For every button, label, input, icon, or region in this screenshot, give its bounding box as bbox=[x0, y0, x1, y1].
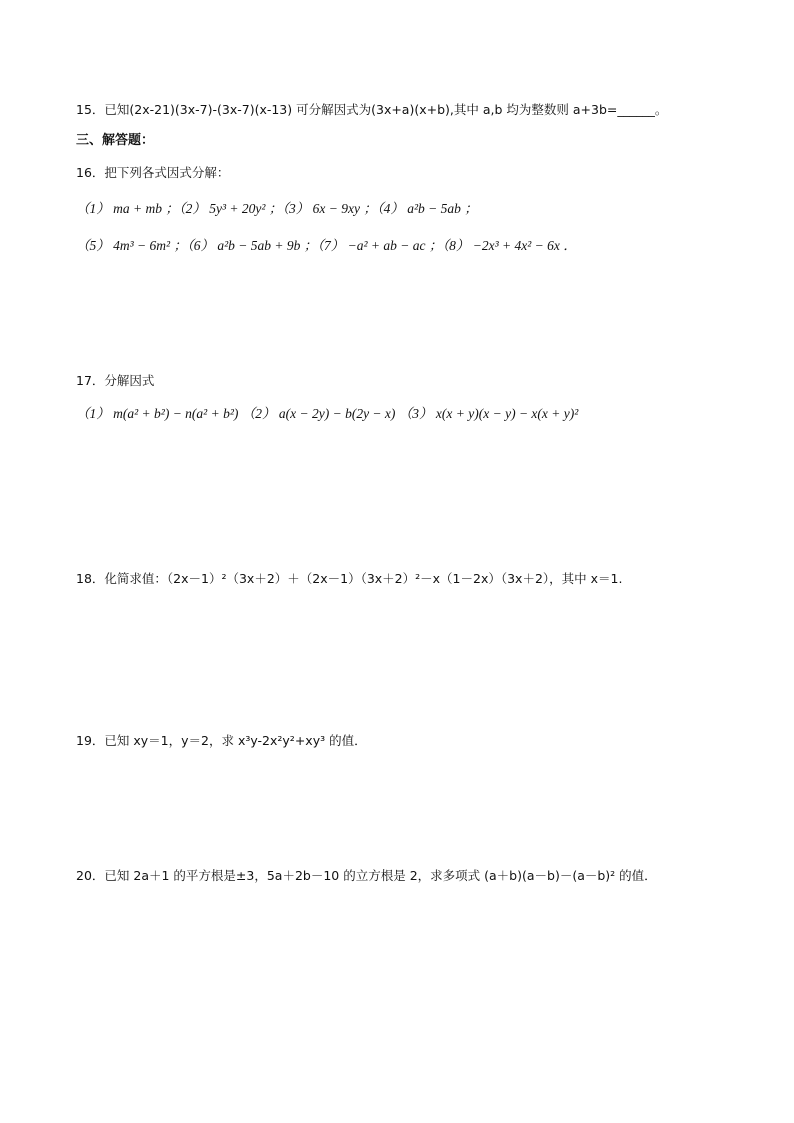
question-16-row-1: （1） ma + mb ；（2） 5y³ + 20y² ；（3） 6x − 9xy ；（4） a²b − 5ab ； bbox=[76, 201, 478, 216]
question-19: 19．已知 xy＝1，y＝2，求 x³y-2x²y²+xy³ 的值． bbox=[76, 733, 367, 748]
question-20: 20．已知 2a＋1 的平方根是±3，5a＋2b－10 的立方根是 2，求多项式 (a＋b)(a－b)－(a－b)² 的值． bbox=[76, 868, 657, 883]
question-18: 18．化简求值：（2x－1）²（3x＋2）＋（2x－1）（3x＋2）²－x（1－2x）（3x＋2），其中 x＝1. bbox=[76, 571, 623, 586]
question-17-row-1: （1） m(a² + b²) − n(a² + b²) （2） a(x − 2y) − b(2y − x) （3） x(x + y)(x − y) − x(x + y)² bbox=[76, 406, 579, 421]
section-heading: 三、解答题： bbox=[76, 133, 155, 148]
question-16-title: 16．把下列各式因式分解： bbox=[76, 165, 230, 180]
question-16-row-2: （5） 4m³ − 6m² ；（6） a²b − 5ab + 9b ；（7） −a² + ab − ac ；（8） −2x³ + 4x² − 6x ． bbox=[76, 238, 577, 253]
question-15: 15．已知(2x-21)(3x-7)-(3x-7)(x-13) 可分解因式为(3x+a)(x+b),其中 a,b 均为整数则 a+3b=______。 bbox=[76, 102, 668, 117]
question-17-title: 17．分解因式 bbox=[76, 373, 155, 388]
